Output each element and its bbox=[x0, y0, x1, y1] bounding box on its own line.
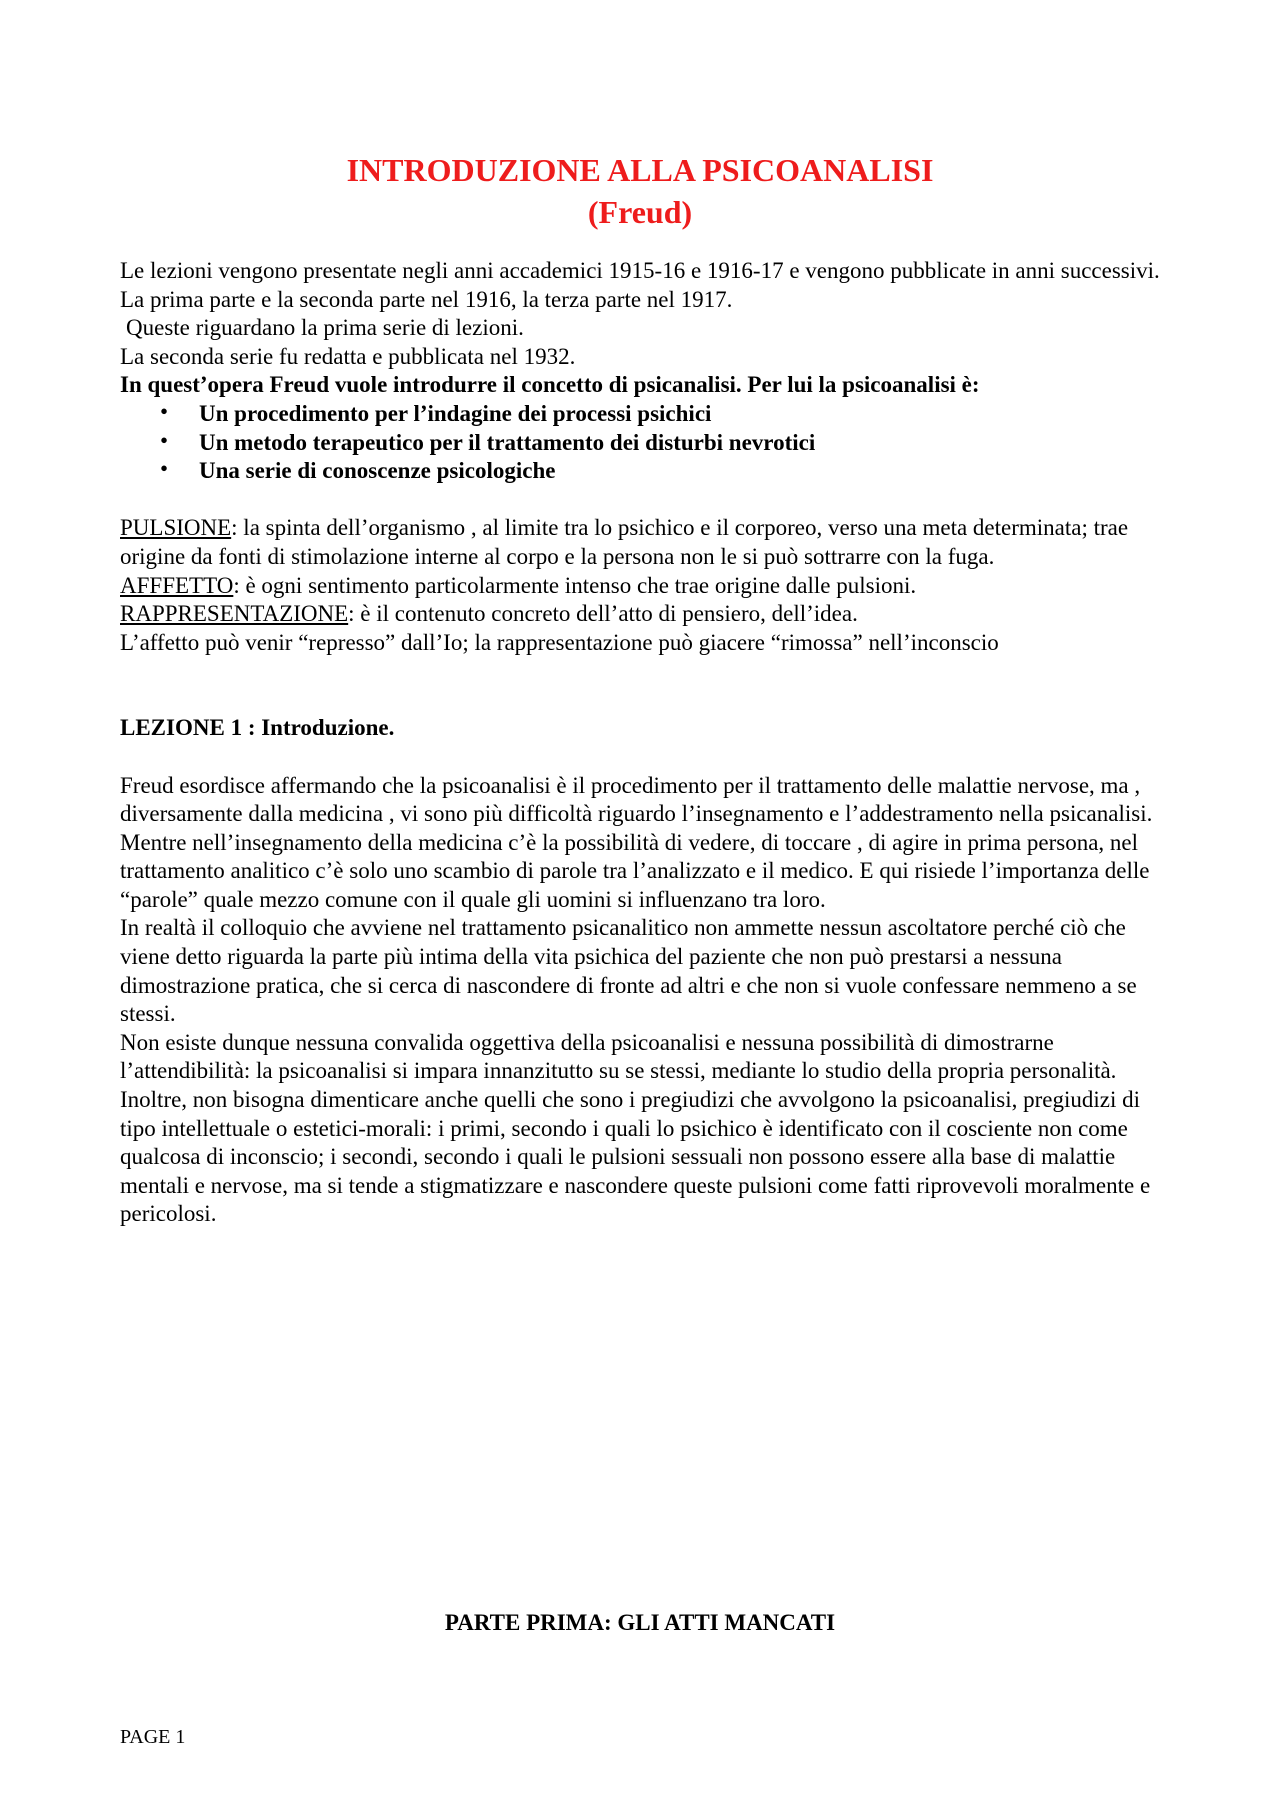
document-title: INTRODUZIONE ALLA PSICOANALISI bbox=[346, 152, 934, 188]
page-number: PAGE 1 bbox=[120, 1726, 186, 1748]
definition-text: : è il contenuto concreto dell’atto di pensiero, dell’idea. bbox=[348, 601, 858, 627]
lesson-paragraph-2: Mentre nell’insegnamento della medicina c’è la possibilità di vedere, di toccare , di agire in prima persona, nel trattamento analitico c’è solo uno scambio di parole tra l’analizzato e il medico. E qui risiede l’importanza delle “parole” quale mezzo comune con il quale gli uomini si influenzano tra loro. bbox=[120, 829, 1150, 912]
definitions-note: L’affetto può venir “represso” dall’Io; la rappresentazione può giacere “rimossa” nell’inconscio bbox=[120, 629, 999, 655]
bullet-icon: • bbox=[160, 398, 169, 424]
spacer bbox=[120, 657, 1180, 714]
spacer bbox=[120, 743, 1180, 772]
spacer bbox=[120, 486, 1180, 515]
definition-text: : è ogni sentimento particolarmente intenso che trae origine dalle pulsioni. bbox=[233, 572, 917, 598]
definition-term: AFFFETTO bbox=[120, 572, 234, 598]
list-item bbox=[120, 400, 1180, 429]
lesson-paragraph-3: In realtà il colloquio che avviene nel trattamento psicanalitico non ammette nessun ascoltatore perché ciò che viene detto riguarda la parte più intima della vita psichica del paziente che non può prestarsi a nessuna dimostrazione pratica, che si cerca di nascondere di fronte ad altri e che non si vuole confessare nemmeno a se stessi. bbox=[120, 915, 1137, 1027]
lesson-paragraph-4: Non esiste dunque nessuna convalida oggettiva della psicoanalisi e nessuna possibilità di dimostrarne l’attendibilità: la psicoanalisi si impara innanzitutto su se stessi, mediante lo studio della propria personalità. bbox=[120, 1029, 1117, 1084]
list-item-text: Un procedimento per l’indagine dei processi psichici bbox=[199, 400, 712, 426]
definition-term: RAPPRESENTAZIONE bbox=[120, 601, 349, 627]
definition-term: PULSIONE bbox=[120, 515, 232, 541]
list-item-text: Una serie di conoscenze psicologiche bbox=[199, 458, 556, 484]
intro-paragraph-1: Le lezioni vengono presentate negli anni accademici 1915-16 e 1916-17 e vengono pubblicate in anni successivi. La prima parte e la seconda parte nel 1916, la terza parte nel 1917. bbox=[120, 258, 1160, 312]
definition-pulsione bbox=[120, 514, 1180, 571]
document-subtitle: (Freud) bbox=[587, 194, 693, 230]
bullet-icon: • bbox=[160, 456, 169, 482]
list-item bbox=[120, 429, 1180, 458]
definition-rappresentazione bbox=[120, 600, 1180, 629]
lesson-title: LEZIONE 1 : Introduzione. bbox=[120, 715, 395, 741]
lesson-paragraph-5: Inoltre, non bisogna dimenticare anche quelli che sono i pregiudizi che avvolgono la psicoanalisi, pregiudizi di tipo intellettuale o estetici-morali: i primi, secondo i quali lo psichico è identificato con il cosciente non come qualcosa di inconscio; i secondi, secondo i quali le pulsioni sessuali non possono essere alla base di malattie mentali e nervose, ma si tende a stigmatizzare e nascondere queste pulsioni come fatti riprovevoli moralmente e pericolosi. bbox=[120, 1087, 1151, 1227]
intro-paragraph-3: La seconda serie fu redatta e pubblicata nel 1932. bbox=[120, 343, 576, 369]
bullet-list bbox=[120, 400, 1180, 486]
intro-paragraph-2: Queste riguardano la prima serie di lezioni. bbox=[126, 315, 524, 341]
list-item-text: Un metodo terapeutico per il trattamento dei disturbi nevrotici bbox=[199, 429, 816, 455]
bold-statement: In quest’opera Freud vuole introdurre il concetto di psicanalisi. Per lui la psicoanalisi è: bbox=[120, 372, 980, 398]
section-title: PARTE PRIMA: GLI ATTI MANCATI bbox=[444, 1610, 836, 1635]
definition-affetto bbox=[120, 572, 1180, 601]
lesson-paragraph-1: Freud esordisce affermando che la psicoanalisi è il procedimento per il trattamento delle malattie nervose, ma , diversamente dalla medicina , vi sono più difficoltà riguardo l’insegnamento e l’addestramento nella psicanalisi. bbox=[120, 772, 1153, 827]
bullet-icon: • bbox=[160, 427, 169, 453]
list-item bbox=[120, 457, 1180, 486]
definition-text: : la spinta dell’organismo , al limite tra lo psichico e il corporeo, verso una meta determinata; trae origine da fonti di stimolazione interne al corpo e la persona non le si può sottrarre con la fuga. bbox=[120, 515, 1129, 569]
document-body bbox=[120, 257, 1180, 1229]
